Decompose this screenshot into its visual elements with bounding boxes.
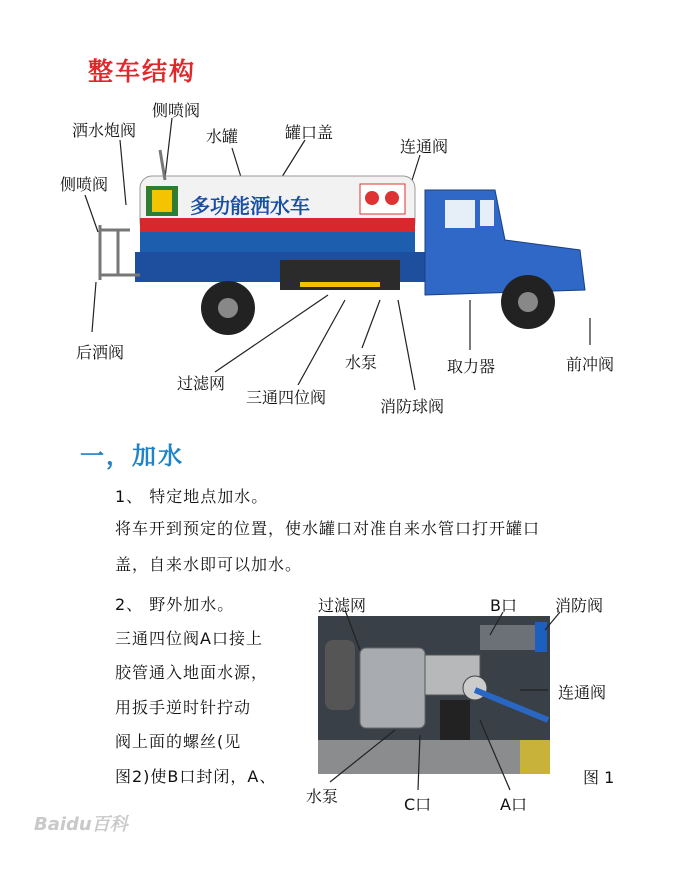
label-side-spray-top: 侧喷阀 (152, 101, 201, 120)
label-filter: 过滤网 (177, 374, 226, 393)
label-spray-cannon: 洒水炮阀 (72, 121, 137, 140)
label-rear-spray: 后洒阀 (76, 343, 125, 362)
label-pump: 水泵 (345, 353, 378, 372)
item1-title: 1、 特定地点加水。 (115, 487, 269, 506)
label-connect-valve: 连通阀 (400, 137, 449, 156)
label-water-tank: 水罐 (206, 127, 239, 146)
watermark-logo: Baidu百科 (34, 814, 128, 835)
fig1-label-pump: 水泵 (306, 787, 339, 806)
item1-line2: 盖，自来水即可以加水。 (115, 555, 303, 574)
item2-line: 胶管通入地面水源， (115, 663, 269, 682)
page-title: 整车结构 (88, 57, 197, 86)
item2-line: 图2)使B口封闭，A、 (115, 767, 277, 786)
label-fire-ball-valve: 消防球阀 (380, 397, 445, 416)
item2-line: 用扳手逆时针拧动 (115, 698, 252, 717)
fig1-label-a-port: A口 (500, 795, 527, 814)
item2-title: 2、 野外加水。 (115, 595, 235, 614)
label-front-flush: 前冲阀 (566, 355, 615, 374)
fig1-label-connect-valve: 连通阀 (558, 683, 607, 702)
label-side-spray-left: 侧喷阀 (60, 175, 109, 194)
item2-line: 三通四位阀A口接上 (115, 629, 263, 648)
tank-banner-text: 多功能洒水车 (190, 194, 310, 218)
fig1-label-c-port: C口 (404, 795, 432, 814)
fig1-label-fire-valve: 消防阀 (555, 596, 604, 615)
section-heading: 一，加水 (80, 442, 184, 470)
fig1-label-b-port: B口 (490, 596, 517, 615)
item2-line: 阀上面的螺丝(见 (115, 732, 242, 751)
label-three-way-valve: 三通四位阀 (246, 388, 327, 407)
label-tank-lid: 罐口盖 (285, 123, 334, 142)
figure-caption: 图 1 (583, 768, 615, 787)
label-pto: 取力器 (447, 357, 496, 376)
fig1-label-filter: 过滤网 (318, 596, 367, 615)
item1-line1: 将车开到预定的位置，使水罐口对准自来水管口打开罐口 (115, 519, 541, 538)
